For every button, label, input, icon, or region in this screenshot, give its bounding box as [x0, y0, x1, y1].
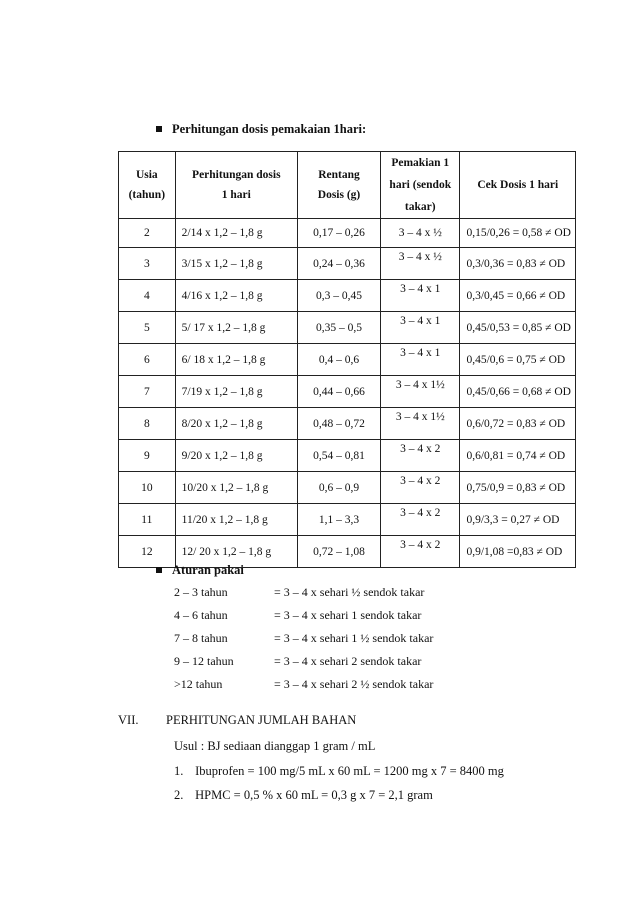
- cell-pemakaian: 3 – 4 x 2: [381, 472, 460, 504]
- table-row: [119, 312, 576, 344]
- cell-usia: 8: [119, 408, 176, 440]
- cell-calc: 12/ 20 x 1,2 – 1,8 g: [175, 536, 297, 568]
- cell-rentang: 0,6 – 0,9: [297, 472, 380, 504]
- cell-usia: 10: [119, 472, 176, 504]
- cell-pemakaian: 3 – 4 x 1: [381, 280, 460, 312]
- section-vii-heading: [118, 713, 356, 728]
- cell-usia: 4: [119, 280, 176, 312]
- cell-cek: 0,6/0,72 = 0,83 ≠ OD: [460, 408, 576, 440]
- cell-calc: 4/16 x 1,2 – 1,8 g: [175, 280, 297, 312]
- header-rentang: Rentang Dosis (g): [297, 152, 380, 219]
- cell-usia: 7: [119, 376, 176, 408]
- cell-usia: 6: [119, 344, 176, 376]
- cell-usia: 3: [119, 248, 176, 280]
- cell-rentang: 0,4 – 0,6: [297, 344, 380, 376]
- cell-usia: 9: [119, 440, 176, 472]
- cell-pemakaian: 3 – 4 x 1: [381, 312, 460, 344]
- cell-cek: 0,6/0,81 = 0,74 ≠ OD: [460, 440, 576, 472]
- item-number: 2.: [174, 788, 184, 802]
- table-row: [119, 280, 576, 312]
- cell-calc: 9/20 x 1,2 – 1,8 g: [175, 440, 297, 472]
- rule-value: = 3 – 4 x sehari ½ sendok takar: [274, 585, 425, 599]
- table-header-row: [119, 152, 576, 219]
- cell-rentang: 0,72 – 1,08: [297, 536, 380, 568]
- list-item: [174, 788, 433, 803]
- cell-calc: 10/20 x 1,2 – 1,8 g: [175, 472, 297, 504]
- cell-cek: 0,9/1,08 =0,83 ≠ OD: [460, 536, 576, 568]
- cell-cek: 0,75/0,9 = 0,83 ≠ OD: [460, 472, 576, 504]
- square-bullet-icon: [156, 567, 162, 573]
- cell-pemakaian: 3 – 4 x 1½: [381, 376, 460, 408]
- rule-age: 9 – 12 tahun: [174, 654, 234, 668]
- cell-pemakaian: 3 – 4 x ½: [381, 248, 460, 280]
- rules-heading: Aturan pakai: [156, 563, 244, 578]
- item-text: Ibuprofen = 100 mg/5 mL x 60 mL = 1200 mg x 7 = 8400 mg: [195, 764, 504, 778]
- header-usia: Usia (tahun): [119, 152, 176, 219]
- dose-calculation-heading: Perhitungan dosis pemakaian 1hari:: [156, 122, 366, 137]
- table-row: [119, 376, 576, 408]
- cell-calc: 5/ 17 x 1,2 – 1,8 g: [175, 312, 297, 344]
- cell-cek: 0,45/0,6 = 0,75 ≠ OD: [460, 344, 576, 376]
- cell-pemakaian: 3 – 4 x 1: [381, 344, 460, 376]
- cell-rentang: 0,54 – 0,81: [297, 440, 380, 472]
- rule-value: = 3 – 4 x sehari 1 sendok takar: [274, 608, 422, 622]
- table-row: [119, 219, 576, 248]
- cell-calc: 3/15 x 1,2 – 1,8 g: [175, 248, 297, 280]
- header-pemakaian: Pemakian 1 hari (sendok takar): [381, 152, 460, 219]
- cell-usia: 12: [119, 536, 176, 568]
- section-number: VII.: [118, 713, 139, 727]
- cell-calc: 2/14 x 1,2 – 1,8 g: [175, 219, 297, 248]
- cell-pemakaian: 3 – 4 x 1½: [381, 408, 460, 440]
- cell-rentang: 0,3 – 0,45: [297, 280, 380, 312]
- cell-rentang: 0,17 – 0,26: [297, 219, 380, 248]
- rule-age: >12 tahun: [174, 677, 223, 691]
- cell-cek: 0,15/0,26 = 0,58 ≠ OD: [460, 219, 576, 248]
- rule-value: = 3 – 4 x sehari 1 ½ sendok takar: [274, 631, 434, 645]
- cell-rentang: 0,48 – 0,72: [297, 408, 380, 440]
- cell-usia: 2: [119, 219, 176, 248]
- cell-cek: 0,9/3,3 = 0,27 ≠ OD: [460, 504, 576, 536]
- cell-cek: 0,45/0,53 = 0,85 ≠ OD: [460, 312, 576, 344]
- table-row: [119, 472, 576, 504]
- item-text: HPMC = 0,5 % x 60 mL = 0,3 g x 7 = 2,1 gram: [195, 788, 433, 802]
- cell-rentang: 1,1 – 3,3: [297, 504, 380, 536]
- cell-pemakaian: 3 – 4 x 2: [381, 536, 460, 568]
- cell-usia: 11: [119, 504, 176, 536]
- assumption-text: Usul : BJ sediaan dianggap 1 gram / mL: [174, 739, 376, 753]
- cell-pemakaian: 3 – 4 x ½: [381, 219, 460, 248]
- list-item: [174, 764, 504, 779]
- cell-calc: 7/19 x 1,2 – 1,8 g: [175, 376, 297, 408]
- item-number: 1.: [174, 764, 184, 778]
- cell-pemakaian: 3 – 4 x 2: [381, 504, 460, 536]
- square-bullet-icon: [156, 126, 162, 132]
- header-cek: Cek Dosis 1 hari: [460, 152, 576, 219]
- rule-age: 2 – 3 tahun: [174, 585, 228, 599]
- section-title: PERHITUNGAN JUMLAH BAHAN: [166, 713, 357, 727]
- header-perhitungan: Perhitungan dosis 1 hari: [175, 152, 297, 219]
- cell-rentang: 0,44 – 0,66: [297, 376, 380, 408]
- rule-age: 7 – 8 tahun: [174, 631, 228, 645]
- table-row: [119, 248, 576, 280]
- dose-table: [118, 151, 576, 568]
- rule-value: = 3 – 4 x sehari 2 ½ sendok takar: [274, 677, 434, 691]
- cell-cek: 0,45/0,66 = 0,68 ≠ OD: [460, 376, 576, 408]
- cell-calc: 11/20 x 1,2 – 1,8 g: [175, 504, 297, 536]
- cell-rentang: 0,35 – 0,5: [297, 312, 380, 344]
- table-row: [119, 344, 576, 376]
- rule-age: 4 – 6 tahun: [174, 608, 228, 622]
- cell-cek: 0,3/0,36 = 0,83 ≠ OD: [460, 248, 576, 280]
- cell-pemakaian: 3 – 4 x 2: [381, 440, 460, 472]
- table-row: [119, 504, 576, 536]
- cell-calc: 8/20 x 1,2 – 1,8 g: [175, 408, 297, 440]
- cell-calc: 6/ 18 x 1,2 – 1,8 g: [175, 344, 297, 376]
- cell-rentang: 0,24 – 0,36: [297, 248, 380, 280]
- cell-usia: 5: [119, 312, 176, 344]
- cell-cek: 0,3/0,45 = 0,66 ≠ OD: [460, 280, 576, 312]
- table-row: [119, 440, 576, 472]
- rule-value: = 3 – 4 x sehari 2 sendok takar: [274, 654, 422, 668]
- table-row: [119, 408, 576, 440]
